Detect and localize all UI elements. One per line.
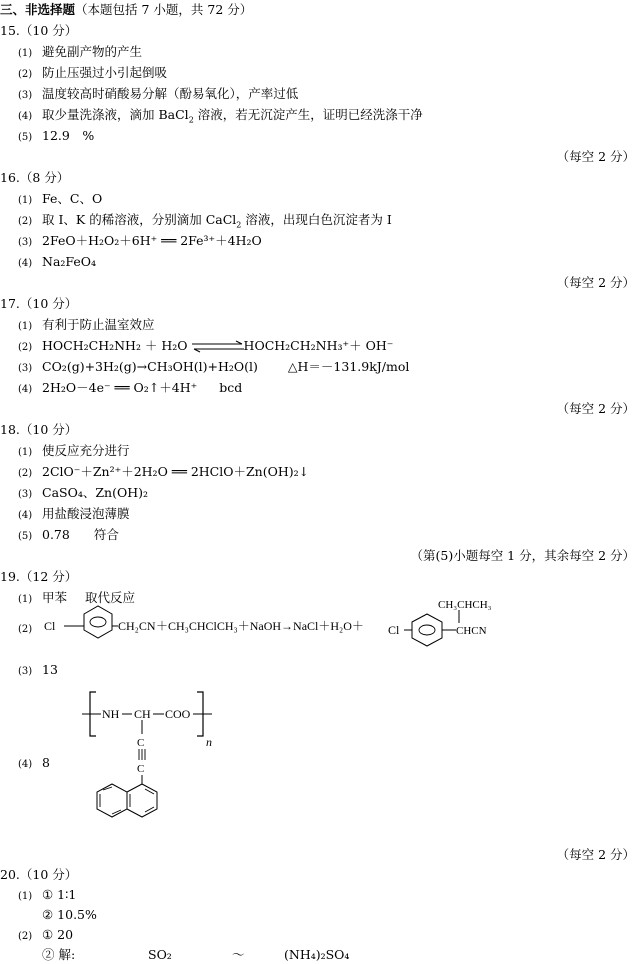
q20-so2: SO₂ — [148, 947, 172, 962]
q18-item-1: (1) 使反应充分进行 — [18, 443, 130, 458]
q19-score: （每空 2 分） — [556, 847, 635, 862]
alkyne-c2-label: C — [137, 763, 145, 775]
q17-item-2: (2) HOCH₂CH₂NH₂ ＋ H₂O HOCH₂CH₂NH₃⁺＋ OH⁻ — [18, 338, 394, 353]
q20-item-1: (1) ① 1∶1 — [18, 887, 77, 902]
alkyne-c1-label: C — [137, 737, 145, 749]
chlorine-label-1: Cl — [44, 619, 56, 633]
q15-score: （每空 2 分） — [556, 149, 635, 164]
q15-item-5: (5) 12.9 % — [18, 128, 95, 143]
nh-label: NH — [102, 707, 120, 721]
section-title — [0, 2, 252, 18]
q16-item-2: (2) 取 I、K 的稀溶液，分别滴加 CaCl$_2$ 溶液，出现白色沉淀者为 I — [18, 212, 392, 230]
reaction-middle-text: ＋CH₃CHClCH₃＋NaOH→NaCl＋H₂O＋ — [156, 619, 364, 633]
q15-item-2: (2) 防止压强过小引起倒吸 — [18, 65, 168, 80]
q16-item-4: (4) Na₂FeO₄ — [18, 254, 97, 269]
q15-item-4: (4) 取少量洗涤液，滴加 BaCl$_2$ 溶液，若无沉淀产生，证明已经洗涤干净 — [18, 107, 423, 125]
q20-header: 20.（10 分） — [0, 867, 78, 882]
chcn-label: CHCN — [456, 625, 487, 637]
q18-score: （第(5)小题每空 1 分，其余每空 2 分） — [410, 548, 635, 563]
q18-item-5: (5) 0.78 符合 — [18, 527, 119, 542]
q17-score: （每空 2 分） — [556, 401, 635, 416]
q16-item-3: (3) 2FeO＋H₂O₂＋6H⁺ ══ 2Fe³⁺＋4H₂O — [18, 233, 262, 248]
q18-header: 18.（10 分） — [0, 422, 78, 437]
repeat-n-label: n — [206, 735, 212, 749]
q16-score: （每空 2 分） — [556, 275, 635, 290]
q20-item-2: ② 10.5% — [42, 907, 97, 922]
section-note: （本题包括 7 小题，共 72 分） — [75, 2, 253, 17]
q17-item-3: (3) CO₂(g)+3H₂(g)→CH₃OH(l)+H₂O(l) △H＝－131.9kJ/mol — [18, 359, 410, 374]
polymer-structure-diagram — [0, 684, 643, 834]
q17-header: 17.（10 分） — [0, 296, 78, 311]
q16-item-1: (1) Fe、C、O — [18, 191, 103, 206]
benzene-ring-1 — [84, 606, 112, 638]
section-title-text: 三、非选择题 — [0, 2, 76, 17]
q18-item-3: (3) CaSO₄、Zn(OH)₂ — [18, 485, 148, 500]
isopropyl-label: CH₃CHCH₃ — [438, 599, 492, 611]
naphthalene-ring-icon — [97, 784, 157, 817]
q19-item-1: (1) 甲苯 取代反应 — [18, 590, 136, 605]
q15-header: 15.（10 分） — [0, 23, 78, 38]
q16-header: 16.（8 分） — [0, 170, 70, 185]
q18-item-2: (2) 2ClO⁻＋Zn²⁺＋2H₂O ══ 2HClO＋Zn(OH)₂↓ — [18, 464, 310, 479]
q19-item-3: (3) 13 — [18, 662, 58, 677]
q20-ammonium-sulfate: (NH₄)₂SO₄ — [284, 947, 350, 962]
chlorine-label-2: Cl — [388, 623, 400, 637]
q18-item-4: (4) 用盐酸浸泡薄膜 — [18, 506, 130, 521]
q17-item-1: (1) 有利于防止温室效应 — [18, 317, 155, 332]
benzene-ring-2 — [412, 614, 442, 646]
q19-reaction-diagram — [0, 596, 643, 656]
q19-header: 19.（12 分） — [0, 569, 78, 584]
ch-label: CH — [134, 707, 151, 721]
q20-tilde: ～ — [232, 947, 245, 962]
q17-item-4: (4) 2H₂O－4e⁻ ══ O₂↑＋4H⁺ bcd — [18, 380, 243, 395]
equilibrium-arrow-icon — [192, 341, 244, 353]
q19-item-2-number: (2) — [18, 624, 33, 635]
ch2cn-label: CH₂CN — [118, 619, 156, 633]
q20-item-4: ② 解: — [42, 947, 76, 962]
q15-item-1: (1) 避免副产物的产生 — [18, 44, 143, 59]
q20-item-3: (2) ① 20 — [18, 927, 74, 942]
q15-item-3: (3) 温度较高时硝酸易分解（酚易氧化），产率过低 — [18, 86, 299, 101]
coo-label: COO — [165, 707, 191, 721]
q19-item-4: (4) 8 — [18, 755, 50, 770]
